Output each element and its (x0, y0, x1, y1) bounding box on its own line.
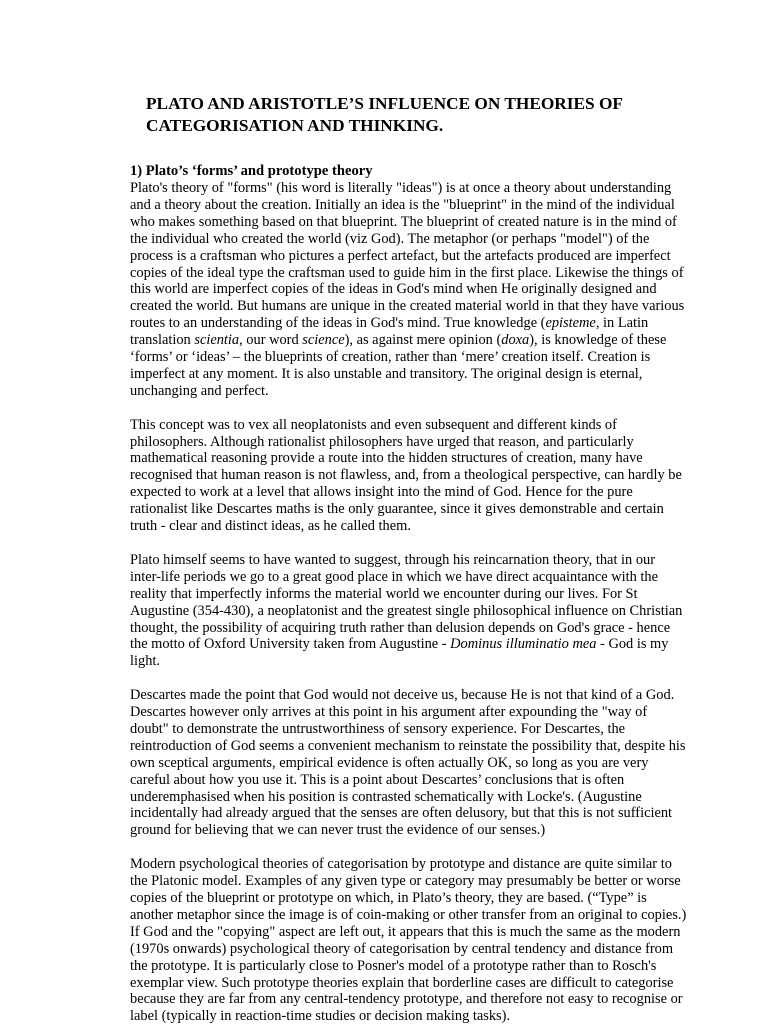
paragraph-text: , in Latin translation (130, 315, 649, 349)
paragraph-text: Plato's theory of "forms" (his word is literally "ideas") is at once a theory about understanding and a theory about the creation. Initially an idea is the "blueprint" in the mind of the individual who makes something based on that blueprint. The blueprint of created nature is in the mind of the individual who created the world (viz God). The metaphor (or perhaps "model") of the process is a craftsman who pictures a perfect artefact, but the artefacts produced are imperfect copies of the ideal type the craftsman used to guide him in the first place. Likewise the things of this world are imperfect copies of the ideas in God's mind when He originally designed and created the world. But humans are unique in the created material world in that they have various routes to an understanding of the ideas in God's mind. True knowledge ( (130, 180, 685, 332)
document-title: PLATO AND ARISTOTLE’S INFLUENCE ON THEORIES OF CATEGORISATION AND THINKING. (146, 94, 623, 135)
term-doxa: doxa (501, 332, 530, 349)
section-heading: 1) Plato’s ‘forms’ and prototype theory (130, 163, 373, 179)
oxford-motto: Dominus illuminatio mea (450, 636, 597, 653)
paragraph-descartes: Descartes made the point that God would not deceive us, because He is not that kind of a God. Descartes however only arrives at this point in his argument after expounding the "way of doubt" to demonstrate the untrustworthiness of sensory experience. For Descartes, the reintroduction of God seems a convenient mechanism to reinstate the possibility that, despite his own sceptical arguments, empirical evidence is often actually OK, so long as you are very careful about how you use it. This is a point about Descartes’ conclusions that is often underemphasised when his position is contrasted schematically with Locke's. (Augustine incidentally had already argued that the senses are often delusory, but that this is not sufficient ground for believing that we can never trust the evidence of our senses.) (130, 687, 686, 839)
paragraph-neoplatonists: This concept was to vex all neoplatonists and even subsequent and different kinds of philosophers. Although rationalist philosophers have urged that reason, and particularly mathematical reasoning provide a route into the hidden structures of creation, many have recognised that human reason is not flawless, and, from a theological perspective, can hardly be expected to work at a level that allows insight into the mind of God. Hence for the pure rationalist like Descartes maths is the only guarantee, since it gives demonstrable and certain truth - clear and distinct ideas, as he called them. (130, 416, 682, 535)
paragraph-plato-forms (130, 180, 688, 400)
paragraph-reincarnation (130, 552, 688, 670)
paragraph-text: ), as against mere opinion ( (344, 332, 502, 349)
term-episteme: episteme (545, 315, 596, 332)
term-scientia: scientia, (194, 332, 243, 349)
paragraph-text: ), is knowledge of these ‘forms’ or ‘ideas’ – the blueprints of creation, rather than ‘mere’ creation itself. Creation is imperfect at any moment. It is also unstable and transitory. The original design is eternal, unchanging and perfect. (130, 332, 667, 399)
paragraph-prototype-theories: Modern psychological theories of categorisation by prototype and distance are quite similar to the Platonic model. Examples of any given type or category may presumably be better or worse copies of the blueprint or prototype on which, in Plato’s theory, they are based. (“Type” is another metaphor since the image is of coin-making or other transfer from an original to copies.) If God and the "copying" aspect are left out, it appears that this is much the same as the modern (1970s onwards) psychological theory of categorisation by central tendency and distance from the prototype. It is particularly close to Posner's model of a prototype rather than to Rosch's exemplar view. Such prototype theories explain that borderline cases are difficult to categorise because they are far from any central-tendency prototype, and therefore not easy to recognise or label (typically in reaction-time studies or decision making tasks). (130, 856, 687, 1024)
paragraph-text: our word (242, 332, 303, 349)
paragraph-text: Plato himself seems to have wanted to suggest, through his reincarnation theory, that in our inter-life periods we go to a great good place in which we have direct acquaintance with the reality that imperfectly informs the material world we encounter during our lives. For St Augustine (354-430), a neoplatonist and the greatest single philosophical influence on Christian thought, the possibility of acquiring truth rather than delusion depends on God's grace - hence the motto of Oxford University taken from Augustine - (130, 551, 683, 653)
term-science: science (302, 332, 345, 349)
paragraph-text: - God is my light. (130, 636, 669, 670)
